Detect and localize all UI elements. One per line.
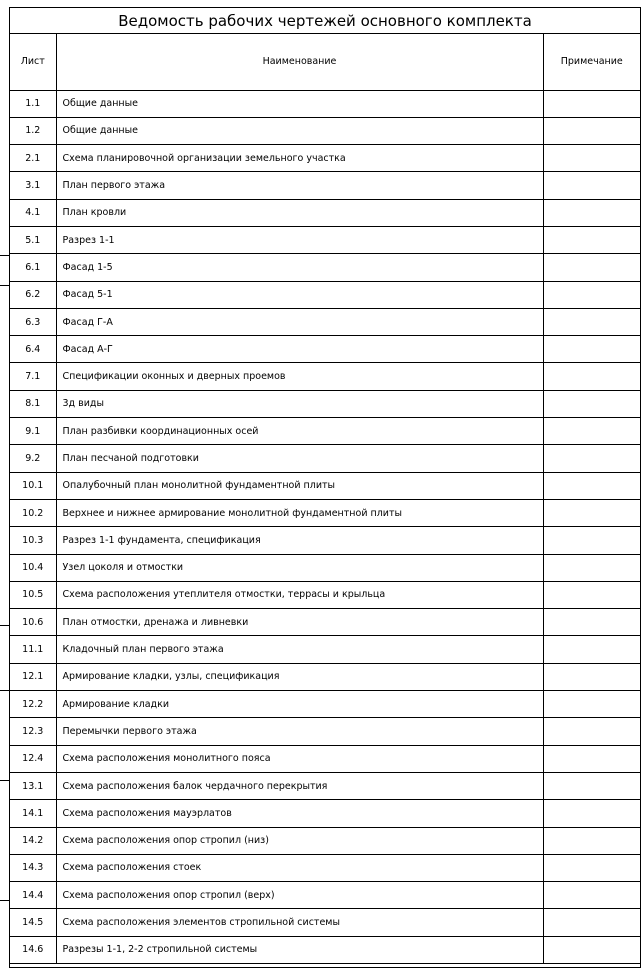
column-header-note: Примечание <box>543 34 640 90</box>
sheet-number-cell: 9.2 <box>10 445 56 472</box>
note-cell <box>543 691 640 718</box>
sheet-number-cell: 12.3 <box>10 718 56 745</box>
sheet-name-cell: Армирование кладки <box>56 691 543 718</box>
note-cell <box>543 581 640 608</box>
sheet-name-cell: План отмостки, дренажа и ливневки <box>56 609 543 636</box>
note-cell <box>543 199 640 226</box>
table-row <box>10 499 640 526</box>
note-cell <box>543 254 640 281</box>
drawings-table <box>10 34 640 964</box>
drawing-list-sheet <box>9 7 641 968</box>
margin-tick <box>0 255 9 256</box>
note-cell <box>543 499 640 526</box>
table-row <box>10 117 640 144</box>
sheet-number-cell: 6.1 <box>10 254 56 281</box>
note-cell <box>543 472 640 499</box>
note-cell <box>543 554 640 581</box>
sheet-number-cell: 3.1 <box>10 172 56 199</box>
note-cell <box>543 882 640 909</box>
note-cell <box>543 226 640 253</box>
table-row <box>10 800 640 827</box>
sheet-name-cell: Фасад Г-А <box>56 308 543 335</box>
sheet-number-cell: 6.4 <box>10 336 56 363</box>
table-row <box>10 418 640 445</box>
sheet-name-cell: Схема расположения мауэрлатов <box>56 800 543 827</box>
table-row <box>10 691 640 718</box>
note-cell <box>543 800 640 827</box>
note-cell <box>543 117 640 144</box>
table-row <box>10 745 640 772</box>
note-cell <box>543 145 640 172</box>
sheet-name-cell: Армирование кладки, узлы, спецификация <box>56 663 543 690</box>
sheet-name-cell: План кровли <box>56 199 543 226</box>
table-row <box>10 336 640 363</box>
table-row <box>10 527 640 554</box>
sheet-number-cell: 10.6 <box>10 609 56 636</box>
sheet-name-cell: Опалубочный план монолитной фундаментной плиты <box>56 472 543 499</box>
document-title: Ведомость рабочих чертежей основного комплекта <box>10 8 640 34</box>
sheet-name-cell: Кладочный план первого этажа <box>56 636 543 663</box>
table-row <box>10 827 640 854</box>
margin-tick <box>0 900 9 901</box>
sheet-name-cell: Общие данные <box>56 117 543 144</box>
table-row <box>10 281 640 308</box>
sheet-name-cell: Схема планировочной организации земельного участка <box>56 145 543 172</box>
table-row <box>10 90 640 117</box>
table-row <box>10 145 640 172</box>
sheet-name-cell: Верхнее и нижнее армирование монолитной фундаментной плиты <box>56 499 543 526</box>
table-row <box>10 663 640 690</box>
table-row <box>10 581 640 608</box>
sheet-number-cell: 6.3 <box>10 308 56 335</box>
table-row <box>10 226 640 253</box>
sheet-number-cell: 4.1 <box>10 199 56 226</box>
sheet-number-cell: 14.1 <box>10 800 56 827</box>
sheet-bottom-edge <box>9 968 641 976</box>
table-row <box>10 554 640 581</box>
note-cell <box>543 445 640 472</box>
sheet-number-cell: 12.1 <box>10 663 56 690</box>
note-cell <box>543 718 640 745</box>
note-cell <box>543 527 640 554</box>
sheet-name-cell: Узел цоколя и отмостки <box>56 554 543 581</box>
sheet-number-cell: 14.2 <box>10 827 56 854</box>
table-row <box>10 308 640 335</box>
note-cell <box>543 90 640 117</box>
sheet-number-cell: 14.3 <box>10 854 56 881</box>
margin-tick <box>0 625 9 626</box>
note-cell <box>543 172 640 199</box>
sheet-name-cell: Фасад А-Г <box>56 336 543 363</box>
sheet-number-cell: 7.1 <box>10 363 56 390</box>
note-cell <box>543 363 640 390</box>
sheet-number-cell: 8.1 <box>10 390 56 417</box>
margin-tick <box>0 690 9 691</box>
table-row <box>10 854 640 881</box>
table-row <box>10 936 640 963</box>
note-cell <box>543 909 640 936</box>
sheet-name-cell: Общие данные <box>56 90 543 117</box>
sheet-number-cell: 12.4 <box>10 745 56 772</box>
header-row <box>10 34 640 90</box>
note-cell <box>543 854 640 881</box>
sheet-name-cell: Схема расположения стоек <box>56 854 543 881</box>
table-row <box>10 254 640 281</box>
table-row <box>10 390 640 417</box>
sheet-name-cell: Схема расположения опор стропил (верх) <box>56 882 543 909</box>
sheet-number-cell: 10.3 <box>10 527 56 554</box>
sheet-name-cell: Разрезы 1-1, 2-2 стропильной системы <box>56 936 543 963</box>
sheet-number-cell: 1.1 <box>10 90 56 117</box>
sheet-name-cell: Схема расположения утеплителя отмостки, террасы и крыльца <box>56 581 543 608</box>
table-row <box>10 718 640 745</box>
sheet-number-cell: 12.2 <box>10 691 56 718</box>
note-cell <box>543 827 640 854</box>
sheet-number-cell: 10.5 <box>10 581 56 608</box>
sheet-number-cell: 10.2 <box>10 499 56 526</box>
sheet-name-cell: Фасад 1-5 <box>56 254 543 281</box>
sheet-name-cell: Схема расположения монолитного пояса <box>56 745 543 772</box>
margin-tick <box>0 285 9 286</box>
sheet-number-cell: 5.1 <box>10 226 56 253</box>
sheet-name-cell: План песчаной подготовки <box>56 445 543 472</box>
note-cell <box>543 418 640 445</box>
table-row <box>10 772 640 799</box>
table-row <box>10 636 640 663</box>
sheet-name-cell: Спецификации оконных и дверных проемов <box>56 363 543 390</box>
sheet-name-cell: Разрез 1-1 <box>56 226 543 253</box>
margin-tick <box>0 780 9 781</box>
sheet-number-cell: 14.6 <box>10 936 56 963</box>
table-row <box>10 882 640 909</box>
sheet-number-cell: 6.2 <box>10 281 56 308</box>
table-row <box>10 609 640 636</box>
table-body <box>10 90 640 964</box>
table-row <box>10 172 640 199</box>
sheet-name-cell: Перемычки первого этажа <box>56 718 543 745</box>
sheet-name-cell: Фасад 5-1 <box>56 281 543 308</box>
sheet-name-cell: План разбивки координационных осей <box>56 418 543 445</box>
sheet-name-cell: План первого этажа <box>56 172 543 199</box>
sheet-name-cell: Схема расположения опор стропил (низ) <box>56 827 543 854</box>
sheet-number-cell: 9.1 <box>10 418 56 445</box>
table-row <box>10 445 640 472</box>
note-cell <box>543 636 640 663</box>
sheet-name-cell: Схема расположения элементов стропильной системы <box>56 909 543 936</box>
sheet-name-cell: 3д виды <box>56 390 543 417</box>
sheet-name-cell: Схема расположения балок чердачного перекрытия <box>56 772 543 799</box>
sheet-number-cell: 10.1 <box>10 472 56 499</box>
sheet-number-cell: 2.1 <box>10 145 56 172</box>
note-cell <box>543 745 640 772</box>
sheet-number-cell: 10.4 <box>10 554 56 581</box>
note-cell <box>543 772 640 799</box>
left-margin-marks <box>0 0 9 976</box>
table-row <box>10 199 640 226</box>
sheet-number-cell: 1.2 <box>10 117 56 144</box>
table-row <box>10 363 640 390</box>
table-row <box>10 472 640 499</box>
sheet-name-cell: Разрез 1-1 фундамента, спецификация <box>56 527 543 554</box>
note-cell <box>543 609 640 636</box>
note-cell <box>543 936 640 963</box>
note-cell <box>543 390 640 417</box>
note-cell <box>543 336 640 363</box>
sheet-number-cell: 11.1 <box>10 636 56 663</box>
sheet-number-cell: 14.4 <box>10 882 56 909</box>
column-header-name: Наименование <box>56 34 543 90</box>
column-header-sheet: Лист <box>10 34 56 90</box>
sheet-number-cell: 14.5 <box>10 909 56 936</box>
table-row <box>10 909 640 936</box>
note-cell <box>543 308 640 335</box>
note-cell <box>543 281 640 308</box>
sheet-number-cell: 13.1 <box>10 772 56 799</box>
note-cell <box>543 663 640 690</box>
